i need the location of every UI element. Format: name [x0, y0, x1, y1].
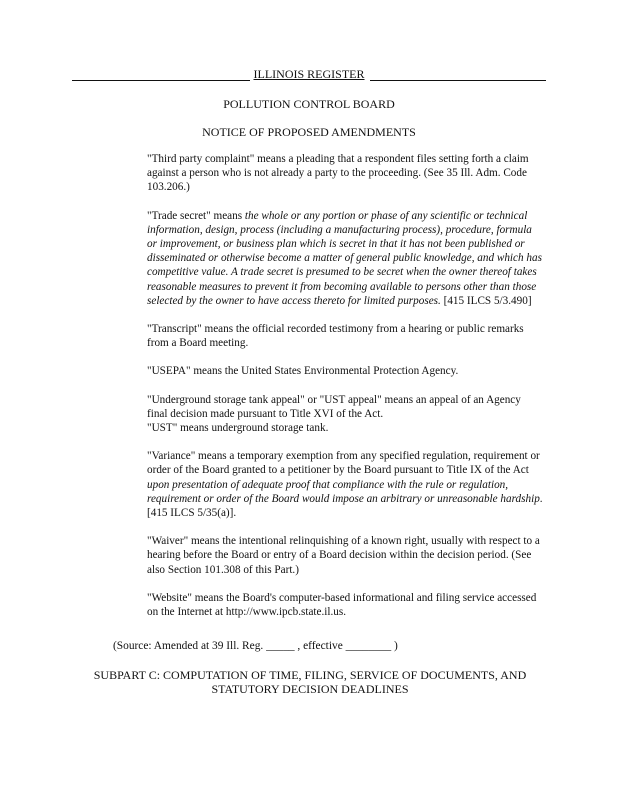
definition-text: "USEPA" means the United States Environmental Protection Agency.: [147, 365, 459, 378]
definition-text: "UST" means underground storage tank.: [147, 422, 329, 435]
definition-paragraph: [147, 393, 543, 436]
definitions-list: [147, 152, 543, 633]
notice-heading: NOTICE OF PROPOSED AMENDMENTS: [202, 125, 416, 139]
definition-paragraph: [147, 364, 543, 378]
definition-text: "Third party complaint" means a pleading that a respondent files setting forth a claim against a person who is not already a party to the proceeding. (See 35 Ill. Adm. Code 103.206.): [147, 153, 529, 194]
definition-paragraph: [147, 322, 543, 350]
definition-text: "Transcript" means the official recorded testimony from a hearing or public remarks from a Board meeting.: [147, 323, 524, 350]
definition-paragraph: [147, 449, 543, 520]
statutory-quote: the whole or any portion or phase of any scientific or technical information, design, process (including a manufacturing process), procedure, formula or improvement, or business plan which is secret in that it has not been published or disseminated or otherwise become a matter of general public knowledge, and which has competitive value. A trade secret is presumed to be secret when the owner thereof takes reasonable measures to prevent it from becoming available to persons other than those selected by the owner to have access thereto for limited purposes.: [147, 209, 542, 307]
statutory-quote: upon presentation of adequate proof that compliance with the rule or regulation, requirement or order of the Board would impose an arbitrary or unreasonable hardship: [147, 478, 540, 505]
definition-text: [415 ILCS 5/3.490]: [440, 294, 532, 307]
source-note: (Source: Amended at 39 Ill. Reg. _____ , effective ________ ): [113, 640, 398, 652]
definition-paragraph: [147, 209, 543, 308]
register-title: ILLINOIS REGISTER: [253, 67, 365, 81]
definition-text: "Waiver" means the intentional relinquishing of a known right, usually with respect to a hearing before the Board or entry of a Board decision within the decision period. (See also Section 101.308 of this Part.): [147, 535, 540, 576]
definition-text: "Variance" means a temporary exemption from any specified regulation, requirement or order of the Board granted to a petitioner by the Board pursuant to Title IX of the Act: [147, 450, 540, 477]
definition-paragraph: [147, 534, 543, 577]
definition-text: "Website" means the Board's computer-based informational and filing service accessed on the Internet at http://www.ipcb.state.il.us.: [147, 591, 537, 619]
definition-paragraph: [147, 152, 543, 195]
definition-text: "Trade secret" means: [147, 209, 245, 222]
definition-paragraph: [147, 591, 543, 619]
definition-text: . [415 ILCS 5/35(a)].: [147, 492, 543, 520]
subpart-heading: SUBPART C: COMPUTATION OF TIME, FILING, SERVICE OF DOCUMENTS, AND STATUTORY DECISION DEADLINES: [93, 668, 527, 696]
board-name: POLLUTION CONTROL BOARD: [223, 97, 395, 111]
definition-text: "Underground storage tank appeal" or "UST appeal" means an appeal of an Agency final decision made pursuant to Title XVI of the Act.: [147, 393, 521, 420]
